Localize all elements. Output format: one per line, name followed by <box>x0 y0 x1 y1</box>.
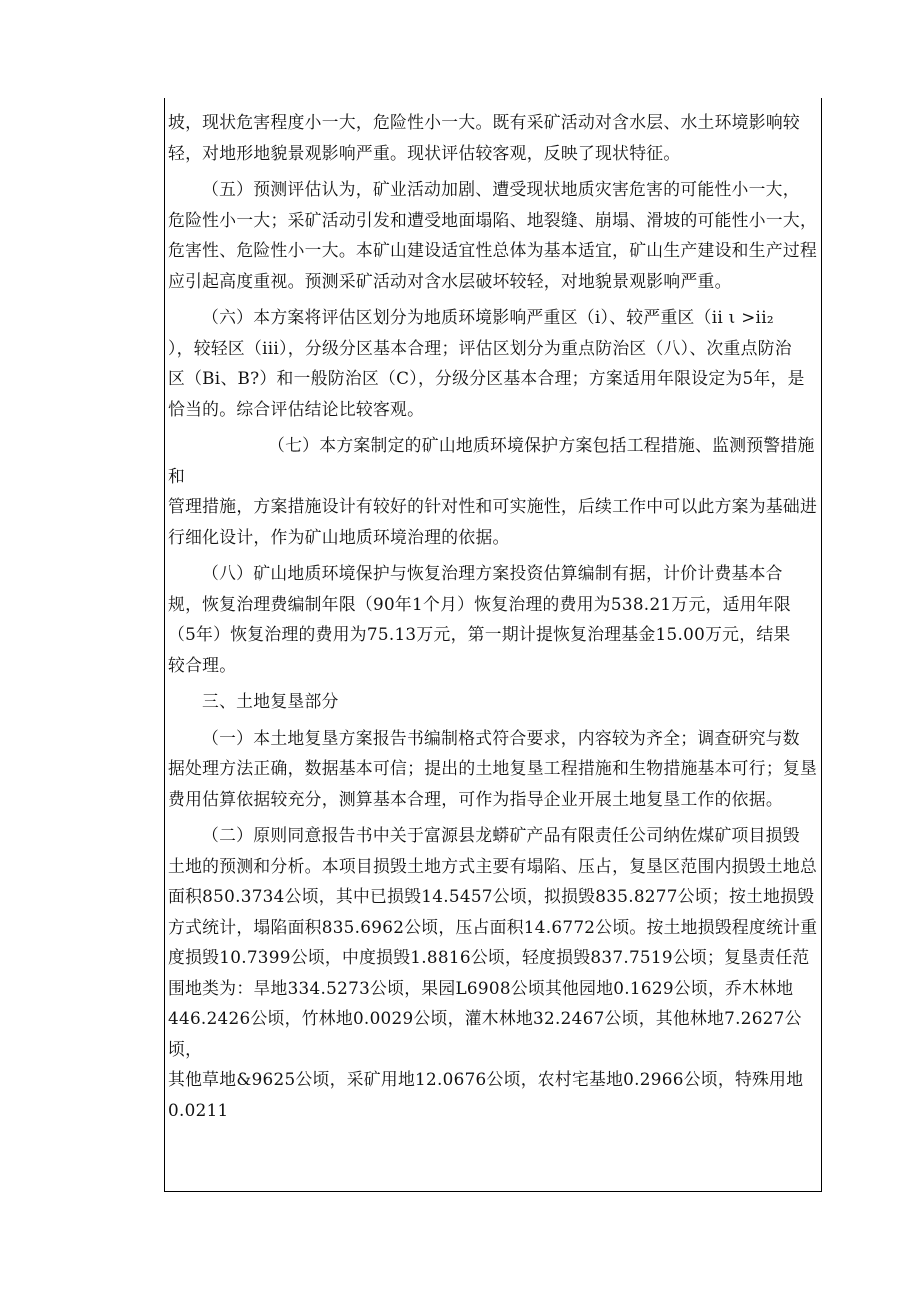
text-line: 较合理。 <box>168 654 237 675</box>
text-line: （七）本方案制定的矿山地质环境保护方案包括工程措施、监测预警措施和 <box>168 435 815 486</box>
paragraph <box>168 430 820 552</box>
text-line: 方式统计，塌陷面积835.6962公顷，压占面积14.6772公顷。按土地损毁程度统计重 <box>168 916 818 937</box>
text-line: （八）矿山地质环境保护与恢复治理方案投资估算编制有据，计价计费基本合 <box>202 563 783 583</box>
text-line: （二）原则同意报告书中关于富源县龙蟒矿产品有限责任公司纳佐煤矿项目损毁 <box>202 825 800 845</box>
paragraph-container <box>168 107 820 1131</box>
text-line: 危险性小一大；采矿活动引发和遭受地面塌陷、地裂缝、崩塌、滑坡的可能性小一大， <box>168 209 818 230</box>
text-line: 应引起高度重视。预测采矿活动对含水层破坏较轻，对地貌景观影响严重。 <box>168 270 732 291</box>
text-line: 区（Bi、B?）和一般防治区（C），分级分区基本合理；方案适用年限设定为5年，是 <box>168 368 805 388</box>
text-line: 管理措施，方案措施设计有较好的针对性和可实施性，后续工作中可以此方案为基础进 <box>168 496 818 516</box>
text-line: ），较轻区（iii），分级分区基本合理；评估区划分为重点防治区（八）、次重点防治 <box>168 337 792 358</box>
text-line: 危害性、危险性小一大。本矿山建设适宜性总体为基本适宜，矿山生产建设和生产过程 <box>168 240 818 260</box>
paragraph <box>168 558 820 680</box>
paragraph <box>168 686 820 717</box>
paragraph <box>168 302 820 424</box>
text-line: 446.2426公顷，竹林地0.0029公顷，灌木林地32.2467公顷，其他林地7.2627公顷， <box>168 1008 802 1059</box>
text-line: 度损毁10.7399公顷，中度损毁1.8816公顷，轻度损毁837.7519公顷；复垦责任范 <box>168 947 810 967</box>
paragraph <box>168 107 820 168</box>
text-line: 规，恢复治理费编制年限（90年1个月）恢复治理的费用为538.21万元，适用年限 <box>168 593 791 614</box>
text-line: 三、土地复垦部分 <box>202 691 339 711</box>
text-line: 面积850.3734公顷，其中已损毁14.5457公顷，拟损毁835.8277公顷；按土地损毁 <box>168 886 815 906</box>
text-line: （5年）恢复治理的费用为75.13万元，第一期计提恢复治理基金15.00万元，结果 <box>168 624 791 644</box>
text-line: 围地类为：旱地334.5273公顷，果园L6908公顷其他园地0.1629公顷，乔木林地 <box>168 977 794 998</box>
paragraph-gap <box>168 1125 820 1131</box>
text-line: 土地的预测和分析。本项目损毁土地方式主要有塌陷、压占，复垦区范围内损毁土地总 <box>168 855 818 876</box>
text-line: 费用估算依据较充分，测算基本合理，可作为指导企业开展土地复垦工作的依据。 <box>168 788 783 809</box>
text-line: （一）本土地复垦方案报告书编制格式符合要求，内容较为齐全；调查研究与数 <box>202 727 800 748</box>
paragraph <box>168 723 820 815</box>
text-line: 轻，对地形地貌景观影响严重。现状评估较客观，反映了现状特征。 <box>168 142 681 163</box>
text-line: 行细化设计，作为矿山地质环境治理的依据。 <box>168 526 510 547</box>
paragraph <box>168 820 820 1125</box>
text-line: 恰当的。综合评估结论比较客观。 <box>168 398 425 419</box>
text-line: （六）本方案将评估区划分为地质环境影响严重区（i）、较严重区（ii ι >ii₂ <box>202 307 774 327</box>
text-line: 据处理方法正确，数据基本可信；提出的土地复垦工程措施和生物措施基本可行；复垦 <box>168 758 818 778</box>
document-body <box>168 107 820 1131</box>
paragraph <box>168 174 820 296</box>
text-line: 其他草地&9625公顷，采矿用地12.0676公顷，农村宅基地0.2966公顷，特殊用地0.0211 <box>168 1069 804 1120</box>
text-line: （五）预测评估认为，矿业活动加剧、遭受现状地质灾害危害的可能性小一大， <box>202 179 800 199</box>
text-line: 坡，现状危害程度小一大，危险性小一大。既有采矿活动对含水层、水土环境影响较 <box>168 112 801 132</box>
